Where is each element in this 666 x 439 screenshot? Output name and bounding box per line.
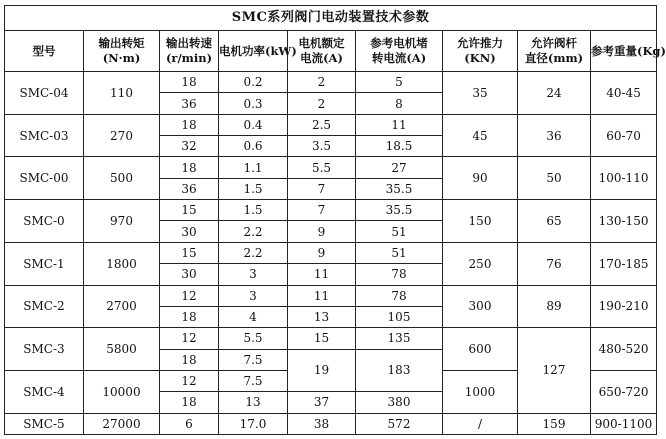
cell-torque: 2700 [84, 285, 160, 328]
cell-torque: 500 [84, 157, 160, 200]
header-torque-text: 输出转矩 (N·m) [98, 36, 145, 66]
cell-speed: 36 [160, 93, 219, 114]
cell-stall-current: 105 [356, 306, 443, 327]
cell-power: 0.6 [219, 136, 288, 157]
cell-torque: 27000 [84, 413, 160, 434]
cell-weight: 60-70 [591, 114, 657, 157]
cell-weight: 190-210 [591, 285, 657, 328]
cell-current: 2 [288, 72, 356, 93]
header-model: 型号 [5, 31, 84, 72]
cell-stall-current: 380 [356, 392, 443, 413]
cell-stall-current: 51 [356, 221, 443, 242]
cell-current: 2.5 [288, 114, 356, 135]
header-stem [518, 31, 591, 72]
cell-speed: 32 [160, 136, 219, 157]
cell-speed: 12 [160, 285, 219, 306]
cell-current: 7 [288, 178, 356, 199]
cell-torque: 5800 [84, 328, 160, 371]
cell-current: 5.5 [288, 157, 356, 178]
cell-stall-current: 51 [356, 242, 443, 263]
spec-table [4, 5, 666, 435]
cell-stall-current: 183 [356, 349, 443, 392]
cell-power: 13 [219, 392, 288, 413]
cell-stall-current: 78 [356, 285, 443, 306]
cell-power: 2.2 [219, 221, 288, 242]
cell-stall-current: 35.5 [356, 200, 443, 221]
cell-stem: 127 [518, 328, 591, 413]
cell-model: SMC-0 [5, 200, 84, 243]
cell-thrust: / [443, 413, 518, 434]
cell-stem: 24 [518, 72, 591, 115]
cell-power: 17.0 [219, 413, 288, 434]
cell-speed: 18 [160, 349, 219, 370]
cell-stall-current: 35.5 [356, 178, 443, 199]
cell-current: 11 [288, 264, 356, 285]
cell-stem: 65 [518, 200, 591, 243]
cell-speed: 15 [160, 200, 219, 221]
cell-thrust: 90 [443, 157, 518, 200]
cell-current: 38 [288, 413, 356, 434]
cell-weight: 170-185 [591, 242, 657, 285]
header-speed [160, 31, 219, 72]
cell-power: 5.5 [219, 328, 288, 349]
cell-model: SMC-2 [5, 285, 84, 328]
cell-thrust: 150 [443, 200, 518, 243]
cell-power: 7.5 [219, 349, 288, 370]
cell-speed: 18 [160, 306, 219, 327]
cell-speed: 15 [160, 242, 219, 263]
cell-speed: 18 [160, 114, 219, 135]
cell-weight: 900-1100 [591, 413, 657, 434]
cell-stall-current: 572 [356, 413, 443, 434]
cell-current: 15 [288, 328, 356, 349]
cell-stem: 76 [518, 242, 591, 285]
header-torque [84, 31, 160, 72]
cell-stem: 89 [518, 285, 591, 328]
cell-power: 0.3 [219, 93, 288, 114]
cell-stem: 36 [518, 114, 591, 157]
cell-weight: 40-45 [591, 72, 657, 115]
cell-stem: 159 [518, 413, 591, 434]
cell-weight: 100-110 [591, 157, 657, 200]
cell-thrust: 35 [443, 72, 518, 115]
cell-stall-current: 18.5 [356, 136, 443, 157]
cell-current: 11 [288, 285, 356, 306]
table-title: SMC系列阀门电动装置技术参数 [5, 6, 657, 31]
cell-torque: 1800 [84, 242, 160, 285]
header-speed-text: 输出转速 (r/min) [165, 36, 213, 66]
cell-current: 9 [288, 221, 356, 242]
cell-current: 7 [288, 200, 356, 221]
cell-speed: 36 [160, 178, 219, 199]
header-thrust-text: 允许推力 (KN) [457, 36, 503, 66]
cell-stem: 50 [518, 157, 591, 200]
cell-thrust: 300 [443, 285, 518, 328]
cell-current: 37 [288, 392, 356, 413]
header-stem-text: 允许阀杆 直径(mm) [524, 36, 584, 66]
cell-stall-current: 78 [356, 264, 443, 285]
cell-power: 7.5 [219, 370, 288, 391]
cell-power: 4 [219, 306, 288, 327]
cell-speed: 6 [160, 413, 219, 434]
cell-current: 9 [288, 242, 356, 263]
header-stall-text: 参考电机堵 转电流(A) [370, 36, 428, 66]
cell-current: 2 [288, 93, 356, 114]
header-thrust [443, 31, 518, 72]
cell-power: 1.5 [219, 178, 288, 199]
cell-stall-current: 8 [356, 93, 443, 114]
cell-stall-current: 135 [356, 328, 443, 349]
cell-thrust: 1000 [443, 370, 518, 413]
cell-power: 0.4 [219, 114, 288, 135]
cell-model: SMC-1 [5, 242, 84, 285]
cell-power: 0.2 [219, 72, 288, 93]
cell-stall-current: 27 [356, 157, 443, 178]
header-power: 电机功率(kW) [219, 31, 288, 72]
cell-speed: 18 [160, 392, 219, 413]
cell-speed: 18 [160, 72, 219, 93]
header-weight: 参考重量(Kg) [591, 31, 657, 72]
cell-model: SMC-04 [5, 72, 84, 115]
cell-speed: 12 [160, 328, 219, 349]
cell-speed: 30 [160, 221, 219, 242]
cell-weight: 130-150 [591, 200, 657, 243]
cell-model: SMC-00 [5, 157, 84, 200]
cell-current: 19 [288, 349, 356, 392]
header-current [288, 31, 356, 72]
cell-stall-current: 5 [356, 72, 443, 93]
cell-power: 1.1 [219, 157, 288, 178]
cell-torque: 10000 [84, 370, 160, 413]
cell-thrust: 250 [443, 242, 518, 285]
cell-speed: 12 [160, 370, 219, 391]
header-current-text: 电机额定 电流(A) [298, 36, 345, 66]
cell-model: SMC-3 [5, 328, 84, 371]
cell-weight: 650-720 [591, 370, 657, 413]
cell-model: SMC-5 [5, 413, 84, 434]
cell-torque: 270 [84, 114, 160, 157]
cell-speed: 30 [160, 264, 219, 285]
cell-model: SMC-03 [5, 114, 84, 157]
cell-current: 3.5 [288, 136, 356, 157]
cell-power: 2.2 [219, 242, 288, 263]
cell-power: 3 [219, 264, 288, 285]
cell-model: SMC-4 [5, 370, 84, 413]
header-stall [356, 31, 443, 72]
cell-power: 1.5 [219, 200, 288, 221]
cell-weight: 480-520 [591, 328, 657, 371]
cell-stall-current: 11 [356, 114, 443, 135]
cell-torque: 110 [84, 72, 160, 115]
cell-speed: 18 [160, 157, 219, 178]
cell-torque: 970 [84, 200, 160, 243]
cell-current: 13 [288, 306, 356, 327]
cell-power: 3 [219, 285, 288, 306]
cell-thrust: 45 [443, 114, 518, 157]
cell-thrust: 600 [443, 328, 518, 371]
